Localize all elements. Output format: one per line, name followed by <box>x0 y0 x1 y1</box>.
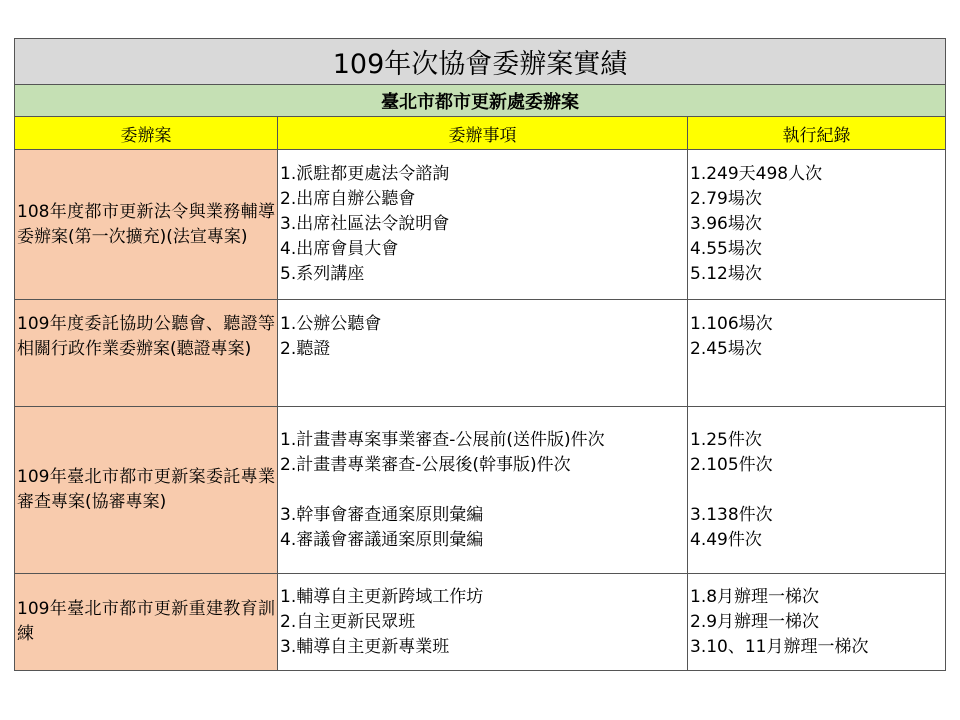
list-item: 1.106場次 <box>690 314 773 334</box>
spacer <box>690 478 943 503</box>
list-item: 5.12場次 <box>690 264 762 284</box>
table-row <box>15 574 946 671</box>
list-item: 5.系列講座 <box>280 264 365 284</box>
table-row <box>15 150 946 300</box>
spacer <box>280 478 685 503</box>
case-items <box>278 574 688 671</box>
list-item: 4.審議會審議通案原則彙編 <box>280 529 484 550</box>
case-records <box>688 300 946 407</box>
list-item: 2.聽證 <box>280 339 331 359</box>
case-name: 109年臺北市都市更新重建教育訓練 <box>15 574 278 671</box>
list-item: 3.輔導自主更新專業班 <box>280 636 450 657</box>
header-records: 執行紀錄 <box>688 117 946 150</box>
case-name: 108年度都市更新法令與業務輔導委辦案(第一次擴充)(法宣專案) <box>15 150 278 300</box>
case-name: 109年臺北市都市更新案委託專業審查專案(協審專案) <box>15 407 278 574</box>
case-items <box>278 407 688 574</box>
list-item: 2.自主更新民眾班 <box>280 611 416 632</box>
table-subtitle: 臺北市都市更新處委辦案 <box>15 85 946 117</box>
list-item: 3.96場次 <box>690 214 762 234</box>
list-item: 2.9月辦理一梯次 <box>690 611 820 632</box>
list-item: 1.249天498人次 <box>690 164 823 184</box>
list-item: 4.55場次 <box>690 239 762 259</box>
list-item: 2.計畫書專業審查-公展後(幹事版)件次 <box>280 454 571 475</box>
list-item: 2.出席自辦公聽會 <box>280 189 416 209</box>
list-item: 3.138件次 <box>690 504 773 525</box>
list-item: 1.計畫書專案事業審查-公展前(送件版)件次 <box>280 429 605 450</box>
case-records <box>688 574 946 671</box>
case-records <box>688 407 946 574</box>
list-item: 3.幹事會審查通案原則彙編 <box>280 504 484 525</box>
list-item: 2.45場次 <box>690 339 762 359</box>
list-item: 1.輔導自主更新跨域工作坊 <box>280 586 484 607</box>
list-item: 1.25件次 <box>690 429 762 450</box>
list-item: 3.出席社區法令說明會 <box>280 214 450 234</box>
case-name: 109年度委託協助公聽會、聽證等相關行政作業委辦案(聽證專案) <box>15 300 278 407</box>
list-item: 2.105件次 <box>690 454 773 475</box>
case-items <box>278 300 688 407</box>
list-item: 1.派駐都更處法令諮詢 <box>280 164 450 184</box>
list-item: 3.10、11月辦理一梯次 <box>690 636 869 657</box>
list-item: 1.公辦公聽會 <box>280 314 382 334</box>
table-row <box>15 300 946 407</box>
header-items: 委辦事項 <box>278 117 688 150</box>
table-title: 109年次協會委辦案實績 <box>15 39 946 85</box>
list-item: 2.79場次 <box>690 189 762 209</box>
case-items <box>278 150 688 300</box>
list-item: 1.8月辦理一梯次 <box>690 586 820 607</box>
list-item: 4.出席會員大會 <box>280 239 399 259</box>
list-item: 4.49件次 <box>690 529 762 550</box>
case-records <box>688 150 946 300</box>
results-table <box>14 38 946 671</box>
table-row <box>15 407 946 574</box>
header-case: 委辦案 <box>15 117 278 150</box>
